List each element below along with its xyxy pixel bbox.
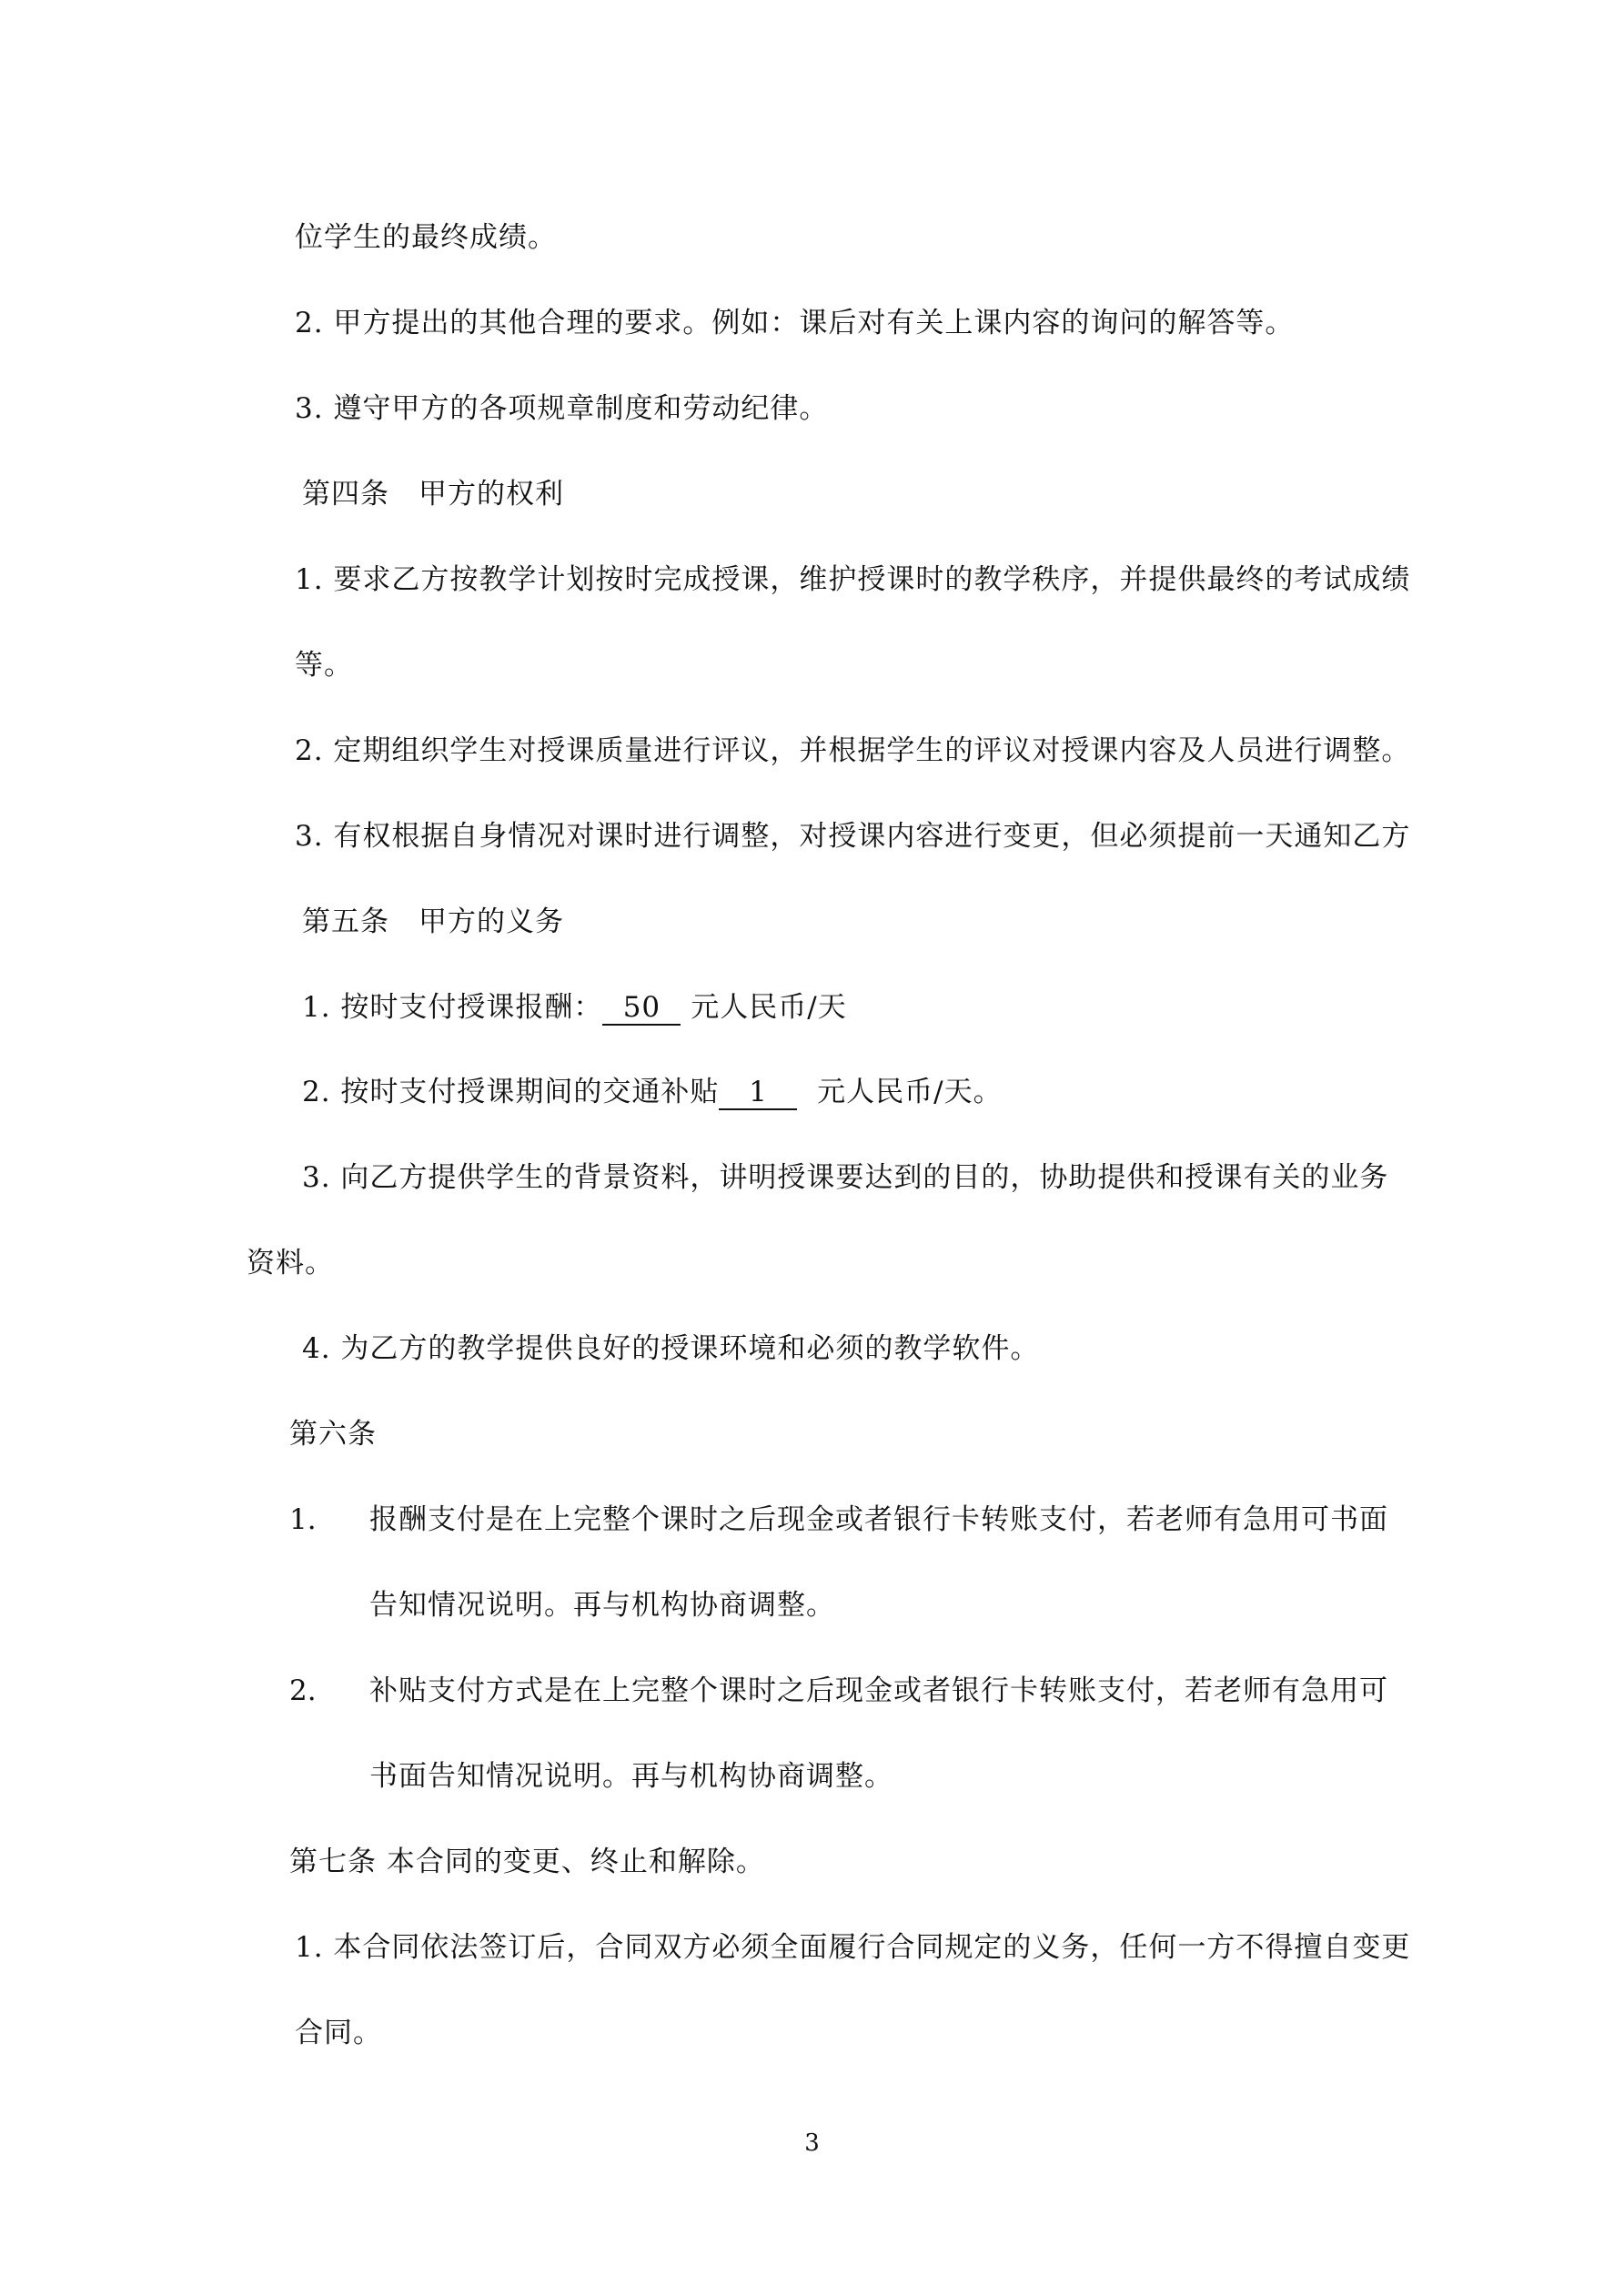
text-line: 书面告知情况说明。再与机构协商调整。 xyxy=(369,1760,893,1793)
text-line: 4. 为乙方的教学提供良好的授课环境和必须的教学软件。 xyxy=(302,1332,1040,1365)
article-heading: 第六条 xyxy=(289,1418,377,1451)
subsidy-prefix: 2. 按时支付授课期间的交通补贴 xyxy=(302,1076,720,1108)
text-line: 2. 定期组织学生对授课质量进行评议，并根据学生的评议对授课内容及人员进行调整。 xyxy=(295,734,1411,767)
article-heading: 第七条 本合同的变更、终止和解除。 xyxy=(289,1846,765,1878)
page-number: 3 xyxy=(804,2129,820,2157)
text-line: 告知情况说明。再与机构协商调整。 xyxy=(369,1589,835,1622)
text-line: 等。 xyxy=(295,649,353,682)
text-line: 2. 甲方提出的其他合理的要求。例如：课后对有关上课内容的询问的解答等。 xyxy=(295,307,1295,339)
article-heading: 第四条 甲方的权利 xyxy=(302,478,564,511)
text-line: 3. 遵守甲方的各项规章制度和劳动纪律。 xyxy=(295,392,829,425)
text-line: 补贴支付方式是在上完整个课时之后现金或者银行卡转账支付，若老师有急用可 xyxy=(369,1674,1388,1707)
text-line: 1. 要求乙方按教学计划按时完成授课，维护授课时的教学秩序，并提供最终的考试成绩 xyxy=(295,563,1411,596)
list-number: 2. xyxy=(289,1674,317,1707)
text-line: 1. 本合同依法签订后，合同双方必须全面履行合同规定的义务，任何一方不得擅自变更 xyxy=(295,1931,1411,1964)
pay-prefix: 1. 按时支付授课报酬： xyxy=(302,991,603,1024)
text-line: 合同。 xyxy=(295,2017,382,2049)
text-line: 3. 向乙方提供学生的背景资料，讲明授课要达到的目的，协助提供和授课有关的业务 xyxy=(302,1161,1389,1194)
list-number: 1. xyxy=(289,1503,317,1536)
text-line: 资料。 xyxy=(247,1247,334,1279)
text-line: 3. 有权根据自身情况对课时进行调整，对授课内容进行变更，但必须提前一天通知乙方 xyxy=(295,820,1411,853)
pay-suffix: 元人民币/天 xyxy=(691,991,847,1024)
subsidy-amount: 1 xyxy=(719,1076,797,1110)
article-heading: 第五条 甲方的义务 xyxy=(302,905,564,938)
subsidy-suffix: 元人民币/天。 xyxy=(817,1076,1003,1108)
pay-line xyxy=(302,989,847,1026)
text-line: 位学生的最终成绩。 xyxy=(295,221,557,254)
pay-amount: 50 xyxy=(602,991,681,1026)
subsidy-line xyxy=(302,1074,1003,1110)
text-line: 报酬支付是在上完整个课时之后现金或者银行卡转账支付，若老师有急用可书面 xyxy=(369,1503,1388,1536)
